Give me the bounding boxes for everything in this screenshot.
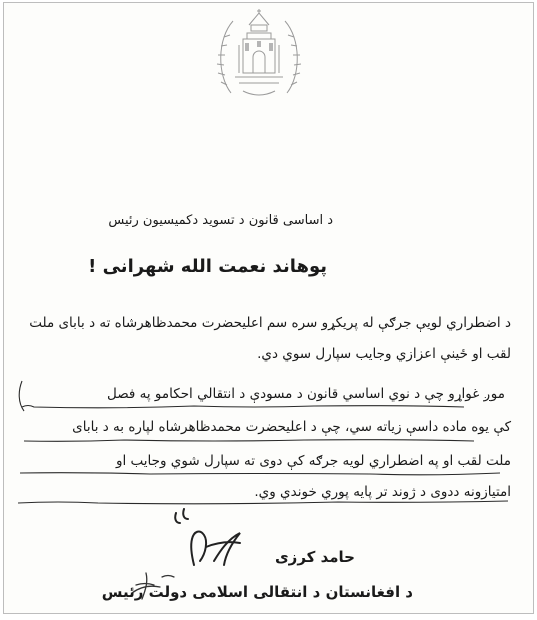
paragraph-2-line-1: موږ غواړو چې د نوي اساسي قانون د مسودې د انتقالي احكامو په فصل — [106, 386, 505, 402]
paragraph-2-line-3: ملت لقب او په اضطراري لويه جرګه كې دوى ته سپارل شوي وجايب او — [115, 453, 511, 469]
paragraph-1-line-2: لقب او ځينې اعزازي وجايب سپارل سوي دي. — [257, 346, 511, 362]
signatory-name: حامد کرزی — [274, 548, 355, 566]
addressee-title: د اساسی قانون د تسوید دکمیسیون رئیس — [108, 213, 333, 228]
addressee-name: پوهاند نعمت الله شهرانی ! — [88, 256, 327, 277]
signatory-title: د افغانستان د انتقالی اسلامی دولت رئیس — [101, 583, 413, 601]
paragraph-1-line-1: د اضطراري لويې جرګې له پريكړو سره سم اعليحضرت محمدظاهرشاه ته د باباى ملت — [29, 315, 511, 331]
letter-page — [3, 2, 534, 614]
paragraph-2-line-4: امتيازونه ددوى د ژوند تر پايه پوري خوندي وي. — [254, 484, 511, 500]
paragraph-2-line-2: كې يوه ماده داسې زياته سي، چې د اعليحضرت محمدظاهرشاه لپاره به د باباى — [72, 419, 511, 435]
